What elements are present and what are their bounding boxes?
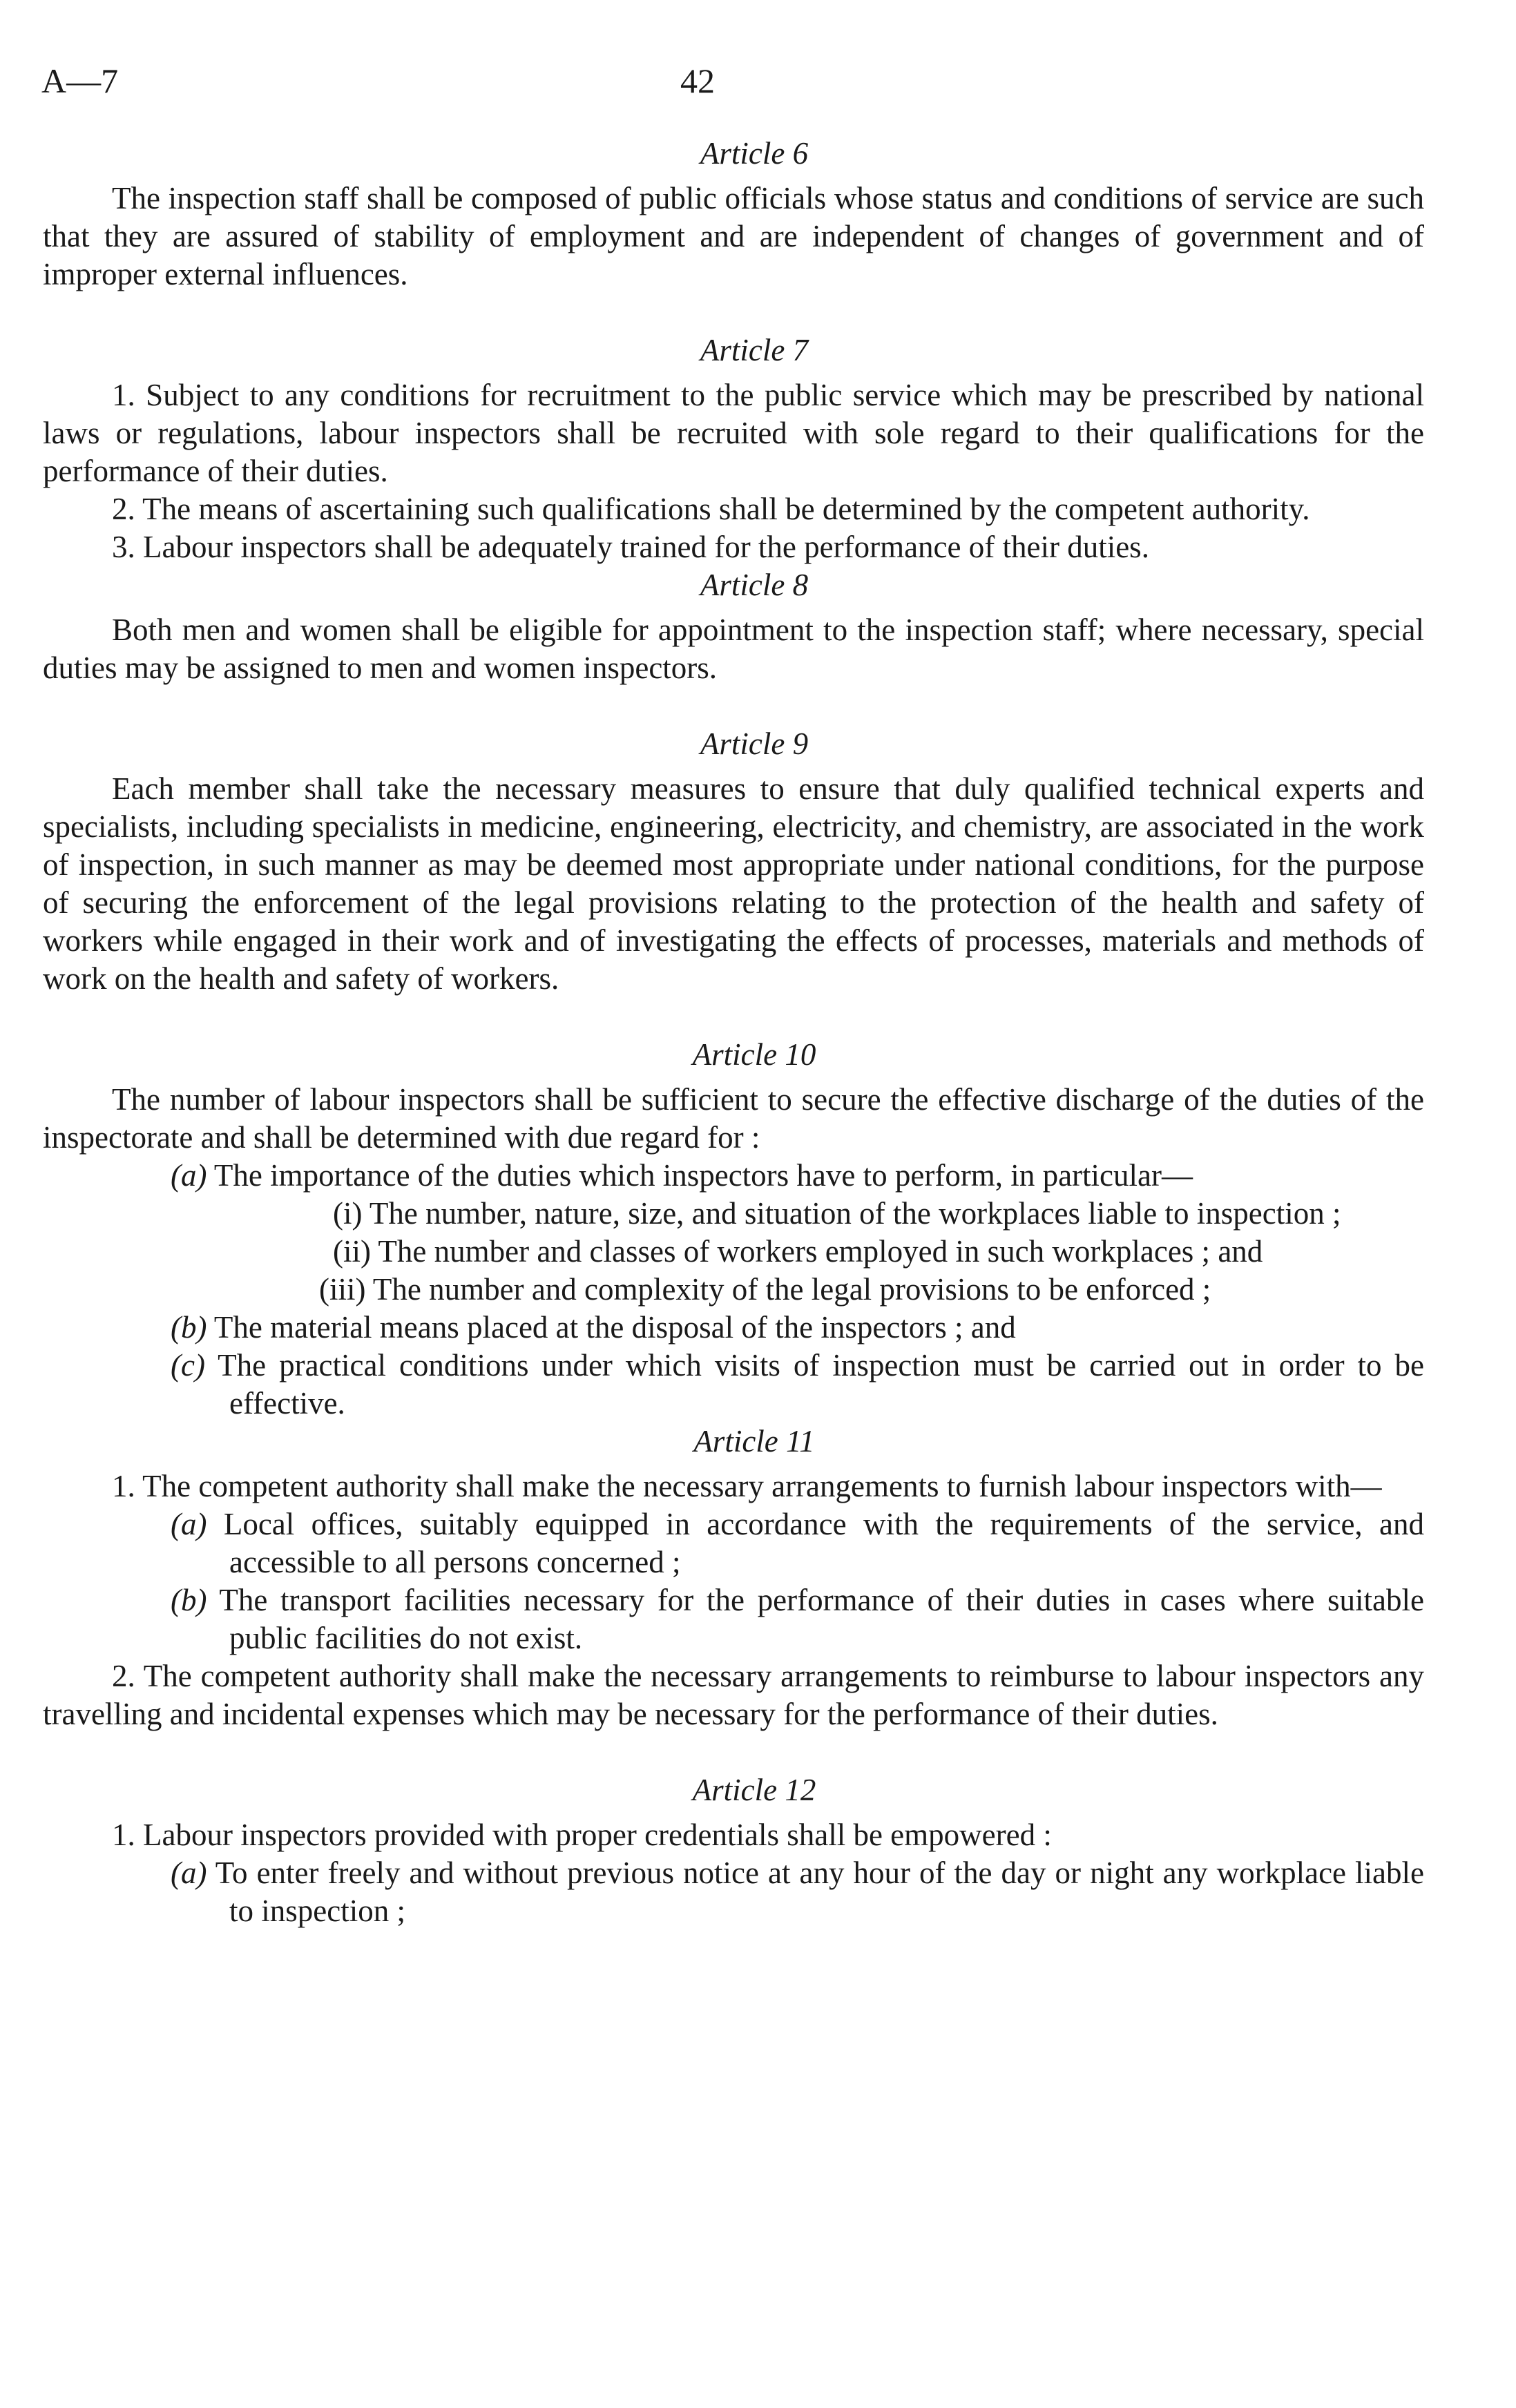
article-12-title: Article 12: [692, 1773, 816, 1807]
article-10-sub-ii: (ii) The number and classes of workers employed in such workplaces ; and: [333, 1234, 1263, 1269]
article-8-title: Article 8: [700, 568, 809, 602]
article-10-sub-i: (i) The number, nature, size, and situation of the workplaces liable to inspection ;: [333, 1196, 1341, 1231]
clause-b-text: The material means placed at the disposal of the inspectors ; and: [213, 1310, 1016, 1345]
article-11-clause-a: [43, 1505, 1424, 1581]
clause-b-text: The transport facilities necessary for the performance of their duties in cases where suitable public facilities do not exist.: [219, 1583, 1424, 1655]
article-12-clause-a: [43, 1854, 1424, 1930]
article-7-para-2: 2. The means of ascertaining such qualifications shall be determined by the competent authority.: [112, 492, 1310, 526]
article-9-title: Article 9: [700, 726, 809, 761]
clause-a-label: (a): [171, 1158, 207, 1193]
article-10-intro: The number of labour inspectors shall be sufficient to secure the effective discharge of the duties of the inspectorate and shall be determined with due regard for :: [43, 1082, 1424, 1155]
article-7-para-3: 3. Labour inspectors shall be adequately trained for the performance of their duties.: [112, 530, 1149, 564]
clause-a-label: (a): [171, 1507, 207, 1541]
clause-c-text: The practical conditions under which visits of inspection must be carried out in order to be effective.: [218, 1348, 1425, 1420]
article-7-para-1: 1. Subject to any conditions for recruitment to the public service which may be prescribed by national laws or regulations, labour inspectors shall be recruited with sole regard to their qualifications for the performance of their duties.: [43, 378, 1424, 488]
clause-a-text: The importance of the duties which inspectors have to perform, in particular—: [213, 1158, 1193, 1193]
clause-a-label: (a): [171, 1856, 207, 1890]
article-6-title: Article 6: [700, 136, 809, 171]
clause-b-label: (b): [171, 1310, 207, 1345]
article-10-clause-b: [43, 1309, 1424, 1347]
page-number: 42: [680, 61, 715, 100]
article-11-title: Article 11: [693, 1424, 815, 1458]
article-11-para-2: 2. The competent authority shall make the necessary arrangements to reimburse to labour inspectors any travelling and incidental expenses which may be necessary for the performance of their duties.: [43, 1659, 1424, 1731]
clause-b-label: (b): [171, 1583, 207, 1617]
series-code: A—7: [41, 61, 119, 100]
document-body: [43, 135, 1424, 1930]
article-9-text: Each member shall take the necessary measures to ensure that duly qualified technical experts and specialists, including specialists in medicine, engineering, electricity, and chemistry, are associated in the work of inspection, in such manner as may be deemed most appropriate under national conditions, for the purpose of securing the enforcement of the legal provisions relating to the protection of the health and safety of workers while engaged in their work and of investigating the effects of processes, materials and methods of work on the health and safety of workers.: [43, 771, 1424, 996]
article-10-clause-c: [43, 1347, 1424, 1423]
article-7-title: Article 7: [700, 333, 809, 367]
article-11-clause-b: [43, 1581, 1424, 1657]
clause-a-text: Local offices, suitably equipped in accordance with the requirements of the service, and accessible to all persons concerned ;: [223, 1507, 1424, 1579]
article-6-text: The inspection staff shall be composed of public officials whose status and conditions of service are such that they are assured of stability of employment and are independent of changes of government and of improper external influences.: [43, 181, 1424, 291]
article-10-sub-iii: (iii) The number and complexity of the legal provisions to be enforced ;: [319, 1272, 1211, 1307]
article-12-para-1: 1. Labour inspectors provided with proper credentials shall be empowered :: [112, 1818, 1052, 1852]
article-10-clause-a: [43, 1157, 1424, 1195]
article-11-para-1: 1. The competent authority shall make the necessary arrangements to furnish labour inspectors with—: [112, 1469, 1382, 1503]
clause-a-text: To enter freely and without previous notice at any hour of the day or night any workplace liable to inspection ;: [215, 1856, 1424, 1928]
article-10-title: Article 10: [692, 1037, 816, 1072]
clause-c-label: (c): [171, 1348, 205, 1383]
article-8-text: Both men and women shall be eligible for appointment to the inspection staff; where necessary, special duties may be assigned to men and women inspectors.: [43, 613, 1424, 685]
